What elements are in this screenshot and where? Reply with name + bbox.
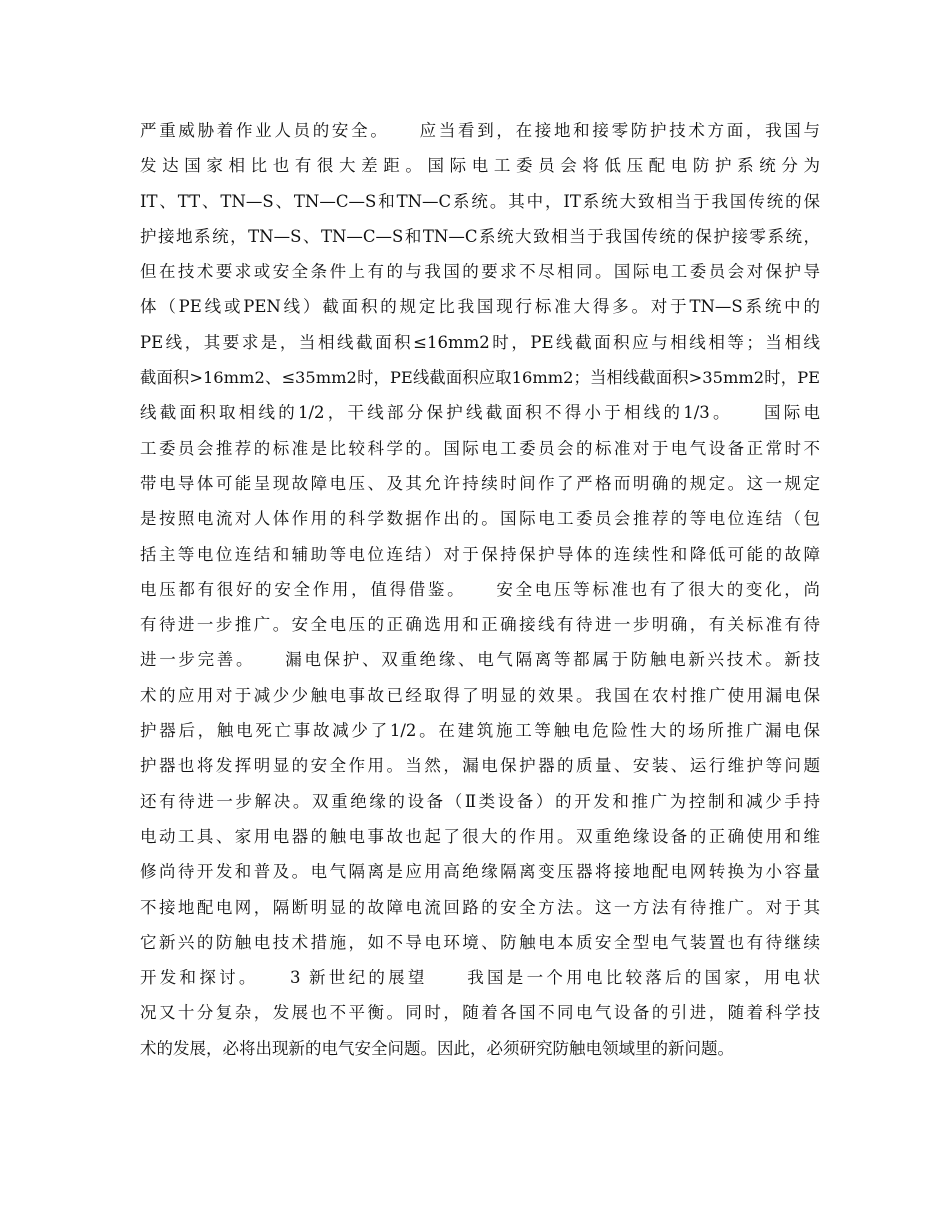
text-line: 严重威胁着作业人员的安全。 应当看到，在接地和接零防护技术方面，我国与 (140, 121, 820, 140)
text-line: 还有待进一步解决。双重绝缘的设备（Ⅱ类设备）的开发和推广为控制和减少手持 (140, 791, 820, 811)
text-line: PE线，其要求是，当相线截面积≤16mm2时，PE线截面积应与相线相等；当相线 (140, 332, 820, 352)
text-line: 有待进一步推广。安全电压的正确选用和正确接线有待进一步明确，有关标准有待 (140, 615, 820, 635)
text-line: 护器也将发挥明显的安全作用。当然，漏电保护器的质量、安装、运行维护等问题 (140, 756, 820, 776)
text-line: 电动工具、家用电器的触电事故也起了很大的作用。双重绝缘设备的正确使用和维 (140, 826, 820, 846)
text-line: 况又十分复杂，发展也不平衡。同时，随着各国不同电气设备的引进，随着科学技 (140, 1003, 820, 1023)
text-line: 是按照电流对人体作用的科学数据作出的。国际电工委员会推荐的等电位连结（包 (140, 509, 820, 529)
text-line: IT、TT、TN—S、TN—C—S和TN—C系统。其中，IT系统大致相当于我国传统的保 (140, 191, 820, 211)
text-line: 护器后，触电死亡事故减少了1/2。在建筑施工等触电危险性大的场所推广漏电保 (140, 721, 820, 741)
text-line: 电压都有很好的安全作用，值得借鉴。 安全电压等标准也有了很大的变化，尚 (140, 579, 820, 599)
text-line: 进一步完善。 漏电保护、双重绝缘、电气隔离等都属于防触电新兴技术。新技 (140, 650, 820, 670)
text-line: 体（PE线或PEN线）截面积的规定比我国现行标准大得多。对于TN—S系统中的 (140, 297, 820, 317)
text-line: 修尚待开发和普及。电气隔离是应用高绝缘隔离变压器将接地配电网转换为小容量 (140, 862, 820, 882)
text-line: 术的应用对于减少少触电事故已经取得了明显的效果。我国在农村推广使用漏电保 (140, 685, 820, 705)
text-line: 线截面积取相线的1/2，干线部分保护线截面积不得小于相线的1/3。 国际电 (140, 403, 820, 423)
text-line: 术的发展，必将出现新的电气安全问题。因此，必须研究防触电领域里的新问题。 (140, 1038, 734, 1058)
text-line: 但在技术要求或安全条件上有的与我国的要求不尽相同。国际电工委员会对保护导 (140, 262, 820, 282)
text-line: 不接地配电网，隔断明显的故障电流回路的安全方法。这一方法有待推广。对于其 (140, 897, 820, 917)
text-line: 工委员会推荐的标准是比较科学的。国际电工委员会的标准对于电气设备正常时不 (140, 438, 820, 458)
text-line: 括主等电位连结和辅助等电位连结）对于保持保护导体的连续性和降低可能的故障 (140, 544, 820, 564)
text-line: 它新兴的防触电技术措施，如不导电环境、防触电本质安全型电气装置也有待继续 (140, 932, 820, 952)
text-line: 开发和探讨。 3 新世纪的展望 我国是一个用电比较落后的国家，用电状 (140, 968, 820, 988)
body-text (140, 113, 820, 1066)
text-line: 截面积>16mm2、≤35mm2时，PE线截面积应取16mm2；当相线截面积>35mm2时，PE (140, 368, 820, 388)
text-line: 带电导体可能呈现故障电压、及其允许持续时间作了严格而明确的规定。这一规定 (140, 473, 820, 493)
text-line: 发达国家相比也有很大差距。国际电工委员会将低压配电防护系统分为 (140, 156, 820, 176)
text-line: 护接地系统，TN—S、TN—C—S和TN—C系统大致相当于我国传统的保护接零系统， (140, 226, 820, 246)
